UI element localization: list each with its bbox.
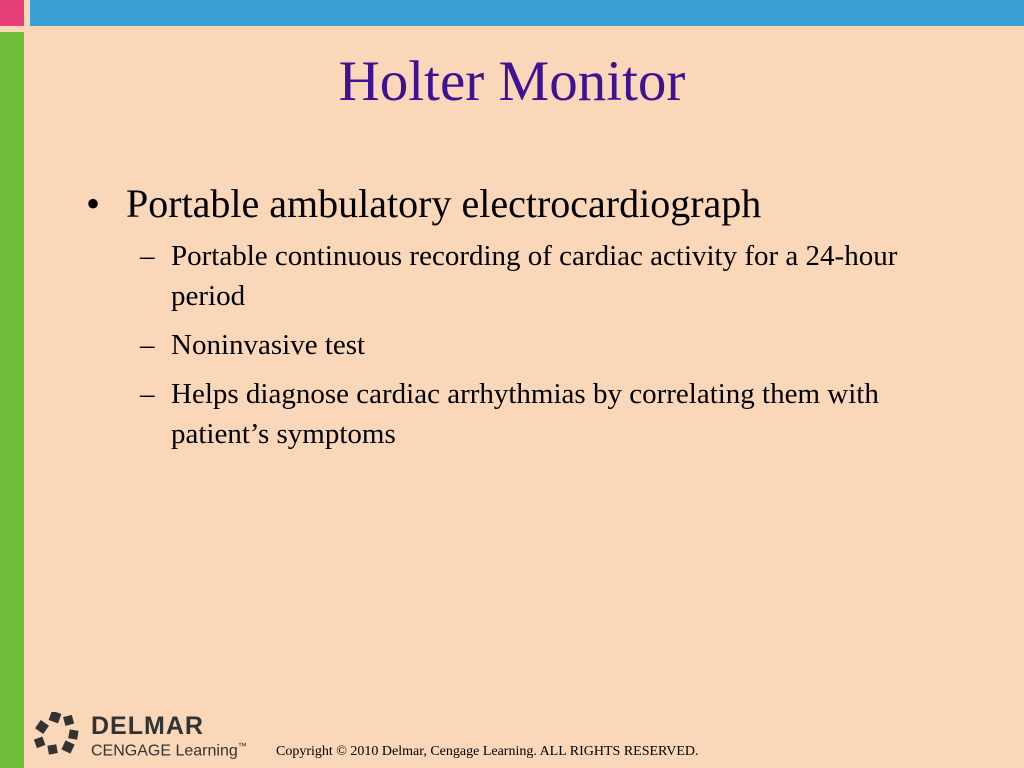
sub-bullet-marker: –: [140, 378, 155, 410]
trademark-symbol: ™: [237, 741, 247, 751]
sub-bullet-item: [82, 325, 962, 365]
delmar-cengage-logo: [33, 712, 268, 762]
top-accent-bar: [30, 0, 1024, 26]
slide-title: Holter Monitor: [338, 50, 686, 113]
logo-cengage-text: [91, 741, 247, 760]
sub-bullet-text: Noninvasive test: [171, 329, 366, 361]
sub-bullet-item: [82, 374, 962, 454]
logo-cengage-label: CENGAGE Learning: [91, 742, 238, 760]
sub-bullet-marker: –: [140, 329, 155, 361]
sub-bullet-text: Helps diagnose cardiac arrhythmias by correlating them with patient’s symptoms: [171, 378, 879, 450]
slide-content: [82, 180, 962, 463]
logo-delmar-text: DELMAR: [91, 712, 204, 740]
sub-bullet-item: [82, 236, 962, 316]
sub-bullet-marker: –: [140, 240, 155, 272]
bullet-marker: •: [86, 181, 101, 226]
pinwheel-logo-icon: [33, 712, 83, 756]
left-accent-bar: [0, 32, 24, 768]
corner-accent-square: [0, 0, 24, 26]
bullet-item: [82, 180, 962, 228]
copyright-notice: Copyright © 2010 Delmar, Cengage Learning. ALL RIGHTS RESERVED.: [276, 744, 699, 759]
sub-bullet-text: Portable continuous recording of cardiac activity for a 24-hour period: [171, 240, 898, 312]
bullet-text: Portable ambulatory electrocardiograph: [126, 181, 762, 226]
